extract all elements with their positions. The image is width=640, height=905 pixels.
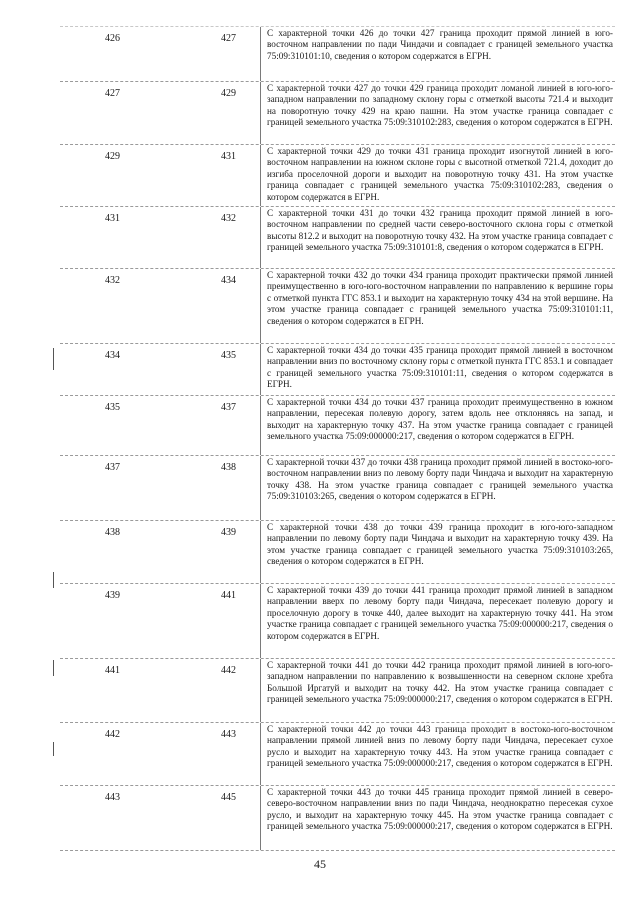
table-row [60,344,615,396]
table-row [60,659,615,723]
point-from: 426 [105,33,120,44]
point-from: 431 [105,213,120,224]
boundary-description: С характерной точки 439 до точки 441 граница проходит прямой линией в западном направлении вверх по левому борту пади Чиндача, пересекает полевую дорогу и проселочную дорогу в точке 440, далее выходит на характерную точку 441. На этом участке граница совпадает с границей земельного участка 75:09:000000:217, сведения о котором содержатся в ЕГРН. [260,584,615,658]
boundary-description: С характерной точки 443 до точки 445 граница проходит прямой линией в северо-северо-восточном направлении вниз по пади Чиндача, неоднократно пересекая сухое русло, и выходит на характерную точку 445. На этом участке граница совпадает с границей земельного участка 75:09:000000:217, сведения о котором содержатся в ЕГРН. [260,786,615,850]
point-from: 427 [105,88,120,99]
table-row [60,207,615,269]
scan-margin-mark [53,742,54,756]
boundary-description: С характерной точки 429 до точки 431 граница проходит изогнутой линией в юго-восточном направлении на южном склоне горы с высотной отметкой 721.4, доходит до изгиба проселочной дороги и выходит на поворотную точку 431. На этом участке граница совпадает с границей земельного участка 75:09:310102:283, сведения о котором содержатся в ЕГРН. [260,145,615,206]
scan-margin-mark [53,660,54,676]
boundary-description: С характерной точки 427 до точки 429 граница проходит ломаной линией в юго-юго-западном направлении по западному склону горы с отметкой высоты 721.4 и выходит на поворотную точку 429 на краю пашни. На этом участке граница совпадает с границей земельного участка 75:09:310102:283, сведения о котором содержатся в ЕГРН. [260,82,615,144]
boundary-description: С характерной точки 437 до точки 438 граница проходит прямой линией в востоко-юго-восточном направлении вниз по левому борту пади Чиндача и выходит на характерную точку 438. На этом участке граница совпадает с границей земельного участка 75:09:310103:265, сведения о котором содержатся в ЕГРН. [260,456,615,520]
point-from: 432 [105,275,120,286]
boundary-description: С характерной точки 438 до точки 439 граница проходит в юго-юго-западном направлении по левому борту пади Чиндача и выходит на характерную точку 439. На этом участке граница совпадает с границей земельного участка 75:09:310103:265, сведения о котором содержатся в ЕГРН. [260,521,615,583]
scan-margin-mark [53,348,54,370]
table-row [60,786,615,851]
point-from: 443 [105,792,120,803]
point-to: 431 [221,151,236,162]
point-to: 434 [221,275,236,286]
boundary-description: С характерной точки 431 до точки 432 граница проходит прямой линией в юго-восточном направлении по средней части северо-восточного склона горы с отметкой высоты 812.2 и выходит на поворотную точку 432. На этом участке граница совпадает с границей земельного участка 75:09:310101:8, сведения о котором содержатся в ЕГРН. [260,207,615,268]
point-to: 443 [221,729,236,740]
table-row [60,521,615,584]
point-to: 438 [221,462,236,473]
point-from: 438 [105,527,120,538]
point-to: 445 [221,792,236,803]
table-row [60,269,615,344]
point-from: 439 [105,590,120,601]
boundary-description: С характерной точки 434 до точки 435 граница проходит прямой линией в восточном направлении вниз по восточному склону горы с отметкой пункта ГГС 853.1 и совпадает с границей земельного участка 75:09:310101:11, сведения о котором содержатся в ЕГРН. [260,344,615,395]
table-row [60,584,615,659]
boundary-description: С характерной точки 441 до точки 442 граница проходит прямой линией в юго-юго-западном направлении по направлению к возвышенности на северном склоне хребта Большой Иргатуй и выходит на точку 442. На этом участке граница совпадает с границей земельного участка 75:09:000000:217, сведения о котором содержатся в ЕГРН. [260,659,615,722]
point-from: 442 [105,729,120,740]
boundary-description: С характерной точки 442 до точки 443 граница проходит в востоко-юго-восточном направлении прямой линией вниз по левому борту пади Чиндача, пересекает сухое русло и выходит на характерную точку 443. На этом участке граница совпадает с границей земельного участка 75:09:000000:217, сведения о котором содержатся в ЕГРН. [260,723,615,785]
point-to: 435 [221,350,236,361]
point-to: 427 [221,33,236,44]
point-from: 435 [105,402,120,413]
point-to: 437 [221,402,236,413]
point-from: 434 [105,350,120,361]
boundary-description: С характерной точки 434 до точки 437 граница проходит преимущественно в южном направлении, пересекая полевую дорогу, затем вдоль нее отклоняясь на запад, и выходит на характерную точку 437. На этом участке граница совпадает с границей земельного участка 75:09:000000:217, сведения о котором содержатся в ЕГРН. [260,396,615,455]
point-to: 432 [221,213,236,224]
point-from: 437 [105,462,120,473]
point-from: 429 [105,151,120,162]
point-to: 442 [221,665,236,676]
table-row [60,456,615,521]
page-number: 45 [314,857,326,871]
point-to: 429 [221,88,236,99]
table-row [60,26,615,82]
point-from: 441 [105,665,120,676]
table-row [60,145,615,207]
boundary-description-table [60,26,615,851]
scan-margin-mark [53,572,54,588]
boundary-description: С характерной точки 432 до точки 434 граница проходит практически прямой линией преимущественно в юго-юго-восточном направлении по направлению к вершине горы с отметкой пункта ГГС 853.1 и выходит на характерную точку 434 на этой вершине. На этом участке граница совпадает с границей земельного участка 75:09:310101:11, сведения о котором содержатся в ЕГРН. [260,269,615,343]
table-row [60,82,615,145]
table-row [60,723,615,786]
point-to: 439 [221,527,236,538]
boundary-description: С характерной точки 426 до точки 427 граница проходит прямой линией в юго-восточном направлении по пади Чиндачи и совпадает с границей земельного участка 75:09:310101:10, сведения о котором содержатся в ЕГРН. [260,27,615,81]
table-row [60,396,615,456]
point-to: 441 [221,590,236,601]
